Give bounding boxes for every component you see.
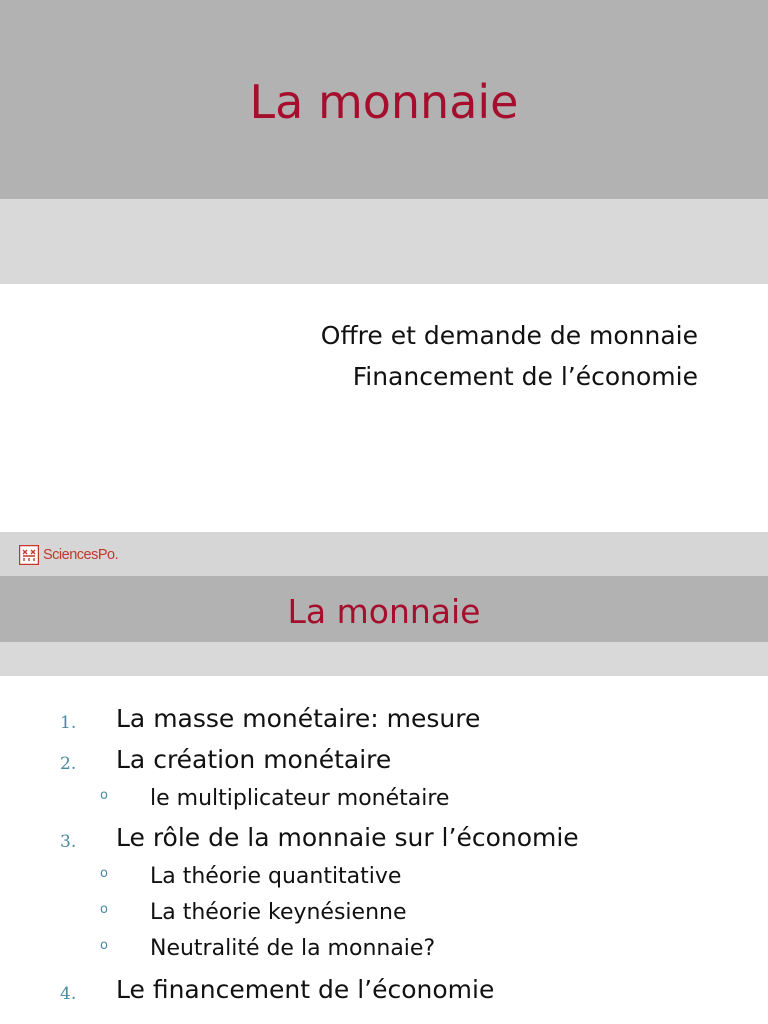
outline-item-label: La création monétaire <box>116 745 392 774</box>
subtitle-line-2: Financement de l’économie <box>352 362 698 391</box>
outline-number: 2. <box>60 754 77 774</box>
outline-subitem-label: La théorie quantitative <box>150 864 402 889</box>
slide2-title: La monnaie <box>287 592 481 631</box>
sciencespo-emblem-icon <box>19 545 39 565</box>
circle-bullet-icon: o <box>100 938 108 953</box>
circle-bullet-icon: o <box>100 902 108 917</box>
outline-subitem-label: La théorie keynésienne <box>150 900 407 925</box>
outline-item-label: Le financement de l’économie <box>116 975 495 1004</box>
circle-bullet-icon: o <box>100 788 108 803</box>
subtitle-line-1: Offre et demande de monnaie <box>320 321 698 350</box>
outline-number: 4. <box>60 984 77 1004</box>
sciencespo-logo <box>19 545 118 565</box>
outline-subitem-label: Neutralité de la monnaie? <box>150 936 436 961</box>
outline-number: 1. <box>60 713 77 733</box>
slide1-subtitle <box>321 315 698 397</box>
slide1-title: La monnaie <box>249 75 519 129</box>
sciencespo-logo-text: SciencesPo. <box>43 547 119 563</box>
outline-item-label: Le rôle de la monnaie sur l’économie <box>116 823 579 852</box>
outline-number: 3. <box>60 832 77 852</box>
slide2-subtitle-band <box>0 642 768 676</box>
outline-subitem-label: le multiplicateur monétaire <box>150 786 450 811</box>
outline-item-label: La masse monétaire: mesure <box>116 704 481 733</box>
slide1-subtitle-band <box>0 199 768 284</box>
circle-bullet-icon: o <box>100 866 108 881</box>
